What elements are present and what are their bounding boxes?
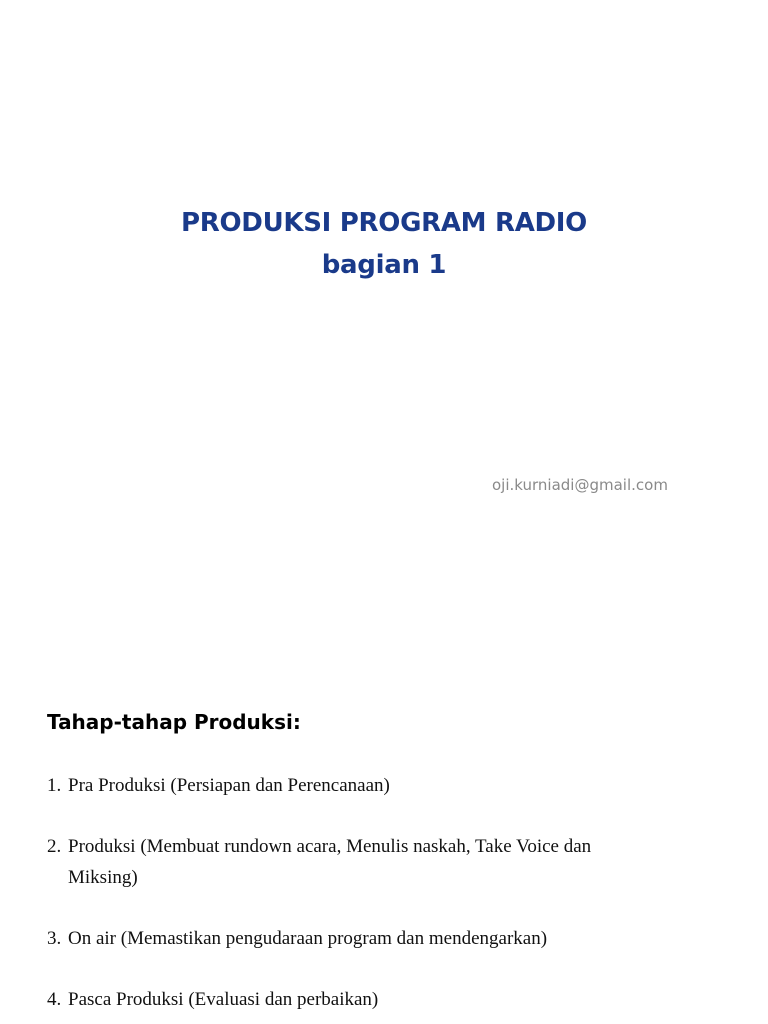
title-line-2: bagian 1 (321, 250, 447, 280)
document-title (0, 202, 768, 286)
list-item (47, 770, 607, 801)
list-item-text: On air (Memastikan pengudaraan program dan mendengarkan) (68, 928, 548, 949)
list-item (47, 831, 607, 893)
list-item-number: 4. (47, 989, 62, 1010)
list-item (47, 984, 607, 1015)
list-item-number: 1. (47, 775, 62, 796)
section-heading: Tahap-tahap Produksi: (47, 710, 301, 734)
list-item-text: Pasca Produksi (Evaluasi dan perbaikan) (68, 989, 379, 1010)
title-line-1: PRODUKSI PROGRAM RADIO (181, 208, 587, 238)
production-steps-list (47, 770, 607, 1024)
list-item-number: 2. (47, 836, 62, 857)
author-email: oji.kurniadi@gmail.com (492, 476, 668, 494)
list-item (47, 923, 607, 954)
list-item-text: Produksi (Membuat rundown acara, Menulis naskah, Take Voice dan Miksing) (68, 836, 592, 888)
list-item-number: 3. (47, 928, 62, 949)
list-item-text: Pra Produksi (Persiapan dan Perencanaan) (68, 775, 390, 796)
